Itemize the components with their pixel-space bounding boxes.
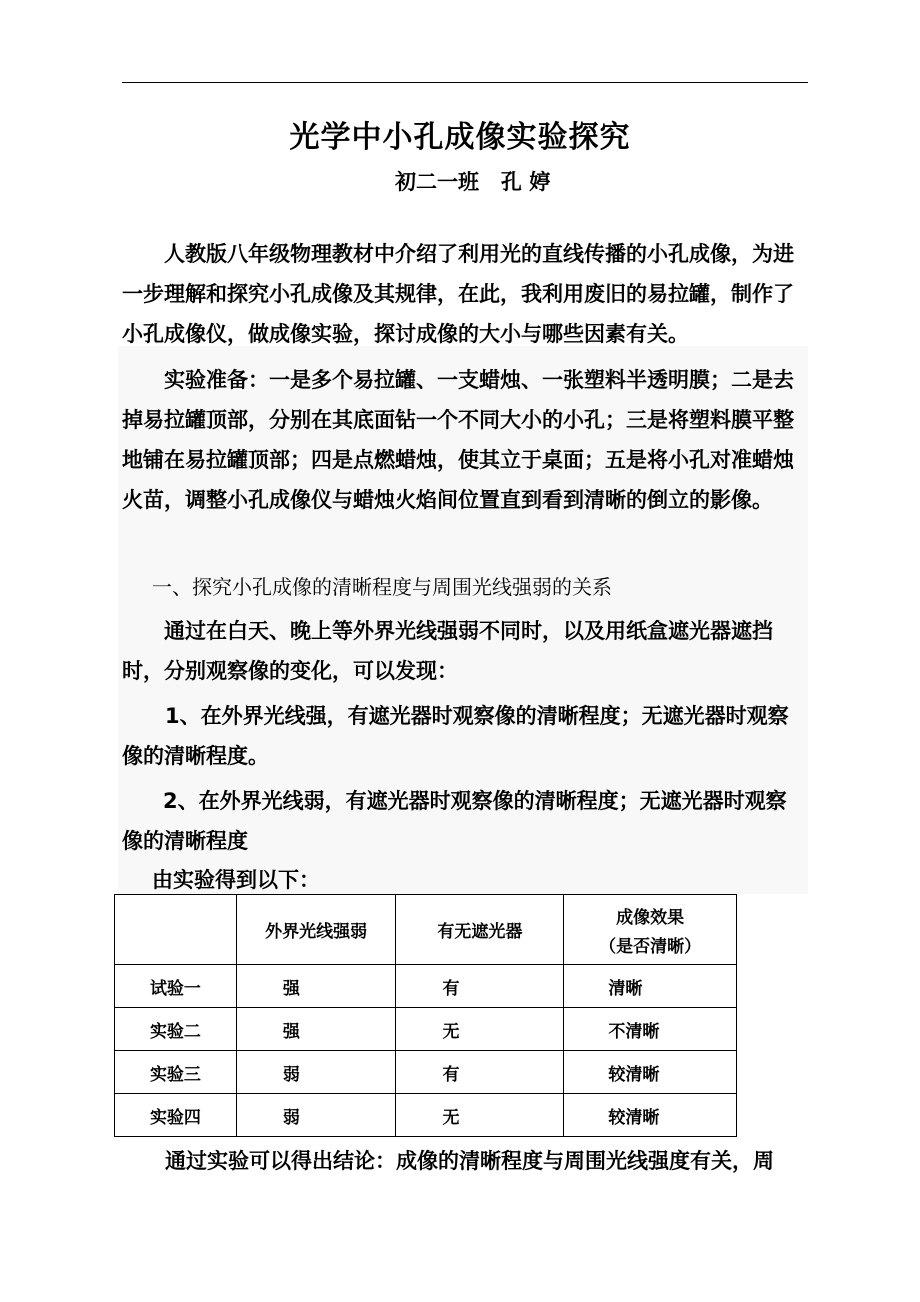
row-label: 实验三 (115, 1051, 237, 1094)
method-paragraph: 通过在白天、晚上等外界光线强弱不同时，以及用纸盒遮光器遮挡时，分别观察像的变化，可以发现： (122, 619, 773, 683)
row-shade: 无 (396, 1094, 564, 1137)
row-shade: 有 (396, 965, 564, 1008)
section-heading: 一、探究小孔成像的清晰程度与周围光线强弱的关系 (152, 575, 612, 599)
result-intro: 由实验得到以下： (152, 868, 320, 892)
row-shade: 有 (396, 1051, 564, 1094)
header-effect-line1: 成像效果 (616, 907, 685, 928)
table-row (115, 1008, 737, 1051)
table-header-row (115, 895, 737, 965)
conclusion-line: 通过实验可以得出结论：成像的清晰程度与周围光线强度有关，周 (165, 1149, 774, 1173)
table-row (115, 1094, 737, 1137)
row-light: 强 (236, 965, 396, 1008)
header-effect-line2: （是否清晰） (599, 936, 702, 957)
row-effect: 较清晰 (564, 1051, 737, 1094)
row-light: 弱 (236, 1094, 396, 1137)
item2-line2: 像的清晰程度 (122, 829, 248, 853)
header-cell-empty (115, 895, 237, 965)
table-row (115, 1051, 737, 1094)
item2-line1: 2、在外界光线弱，有遮光器时观察像的清晰程度；无遮光器时观察 (163, 789, 787, 813)
header-cell-effect (564, 895, 737, 965)
row-effect: 较清晰 (564, 1094, 737, 1137)
header-rule (122, 82, 808, 83)
row-label: 实验四 (115, 1094, 237, 1137)
results-table (114, 894, 737, 1137)
page-title: 光学中小孔成像实验探究 (289, 120, 631, 155)
item1-line2: 像的清晰程度。 (122, 744, 269, 768)
row-label: 试验一 (115, 965, 237, 1008)
row-light: 强 (236, 1008, 396, 1051)
row-effect: 不清晰 (564, 1008, 737, 1051)
table-row (115, 965, 737, 1008)
intro-paragraph: 人教版八年级物理教材中介绍了利用光的直线传播的小孔成像，为进一步理解和探究小孔成像及其规律，在此，我利用废旧的易拉罐，制作了小孔成像仪，做成像实验，探讨成像的大小与哪些因素有关。 (122, 242, 794, 346)
header-cell-shade: 有无遮光器 (396, 895, 564, 965)
author-line: 初二一班 孔 婷 (395, 170, 551, 194)
row-light: 弱 (236, 1051, 396, 1094)
header-cell-light: 外界光线强弱 (236, 895, 396, 965)
item1-line1: 1、在外界光线强，有遮光器时观察像的清晰程度；无遮光器时观察 (165, 704, 789, 728)
row-shade: 无 (396, 1008, 564, 1051)
row-effect: 清晰 (564, 965, 737, 1008)
row-label: 实验二 (115, 1008, 237, 1051)
prep-paragraph: 实验准备：一是多个易拉罐、一支蜡烛、一张塑料半透明膜；二是去掉易拉罐顶部，分别在其底面钻一个不同大小的小孔；三是将塑料膜平整地铺在易拉罐顶部；四是点燃蜡烛，使其立于桌面；五是将小孔对准蜡烛火苗，调整小孔成像仪与蜡烛火焰间位置直到看到清晰的倒立的影像。 (122, 368, 794, 512)
